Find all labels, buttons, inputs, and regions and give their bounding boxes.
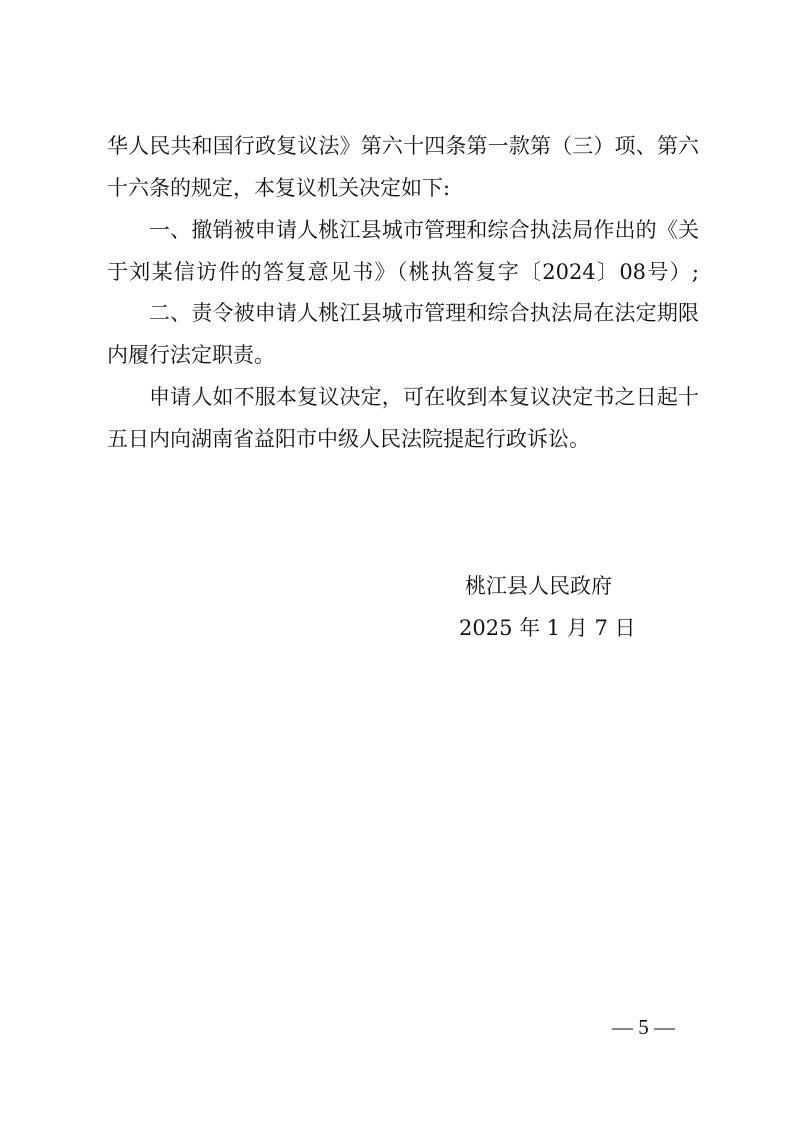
notice-line2: 五日内向湖南省益阳市中级人民法院提起行政诉讼。 [107, 427, 590, 451]
decision-item2-line1: 二、责令被申请人桃江县城市管理和综合执法局在法定期限 [149, 301, 699, 325]
decision-item1-line1: 一、撤销被申请人桃江县城市管理和综合执法局作出的《关 [149, 218, 699, 242]
decision-item1-line2: 于刘某信访件的答复意见书》（桃执答复字〔2024〕08号）; [107, 260, 699, 284]
notice-line1: 申请人如不服本复议决定，可在收到本复议决定书之日起十 [149, 385, 699, 409]
body-para1-line2: 十六条的规定，本复议机关决定如下: [107, 176, 451, 200]
decision-item2-line2: 内履行法定职责。 [107, 343, 275, 367]
page-number: — 5 — [612, 1015, 675, 1039]
body-para1-line1: 华人民共和国行政复议法》第六十四条第一款第（三）项、第六 [107, 134, 699, 158]
signature-date: 2025 年 1 月 7 日 [459, 616, 636, 640]
signature-org: 桃江县人民政府 [465, 574, 612, 598]
